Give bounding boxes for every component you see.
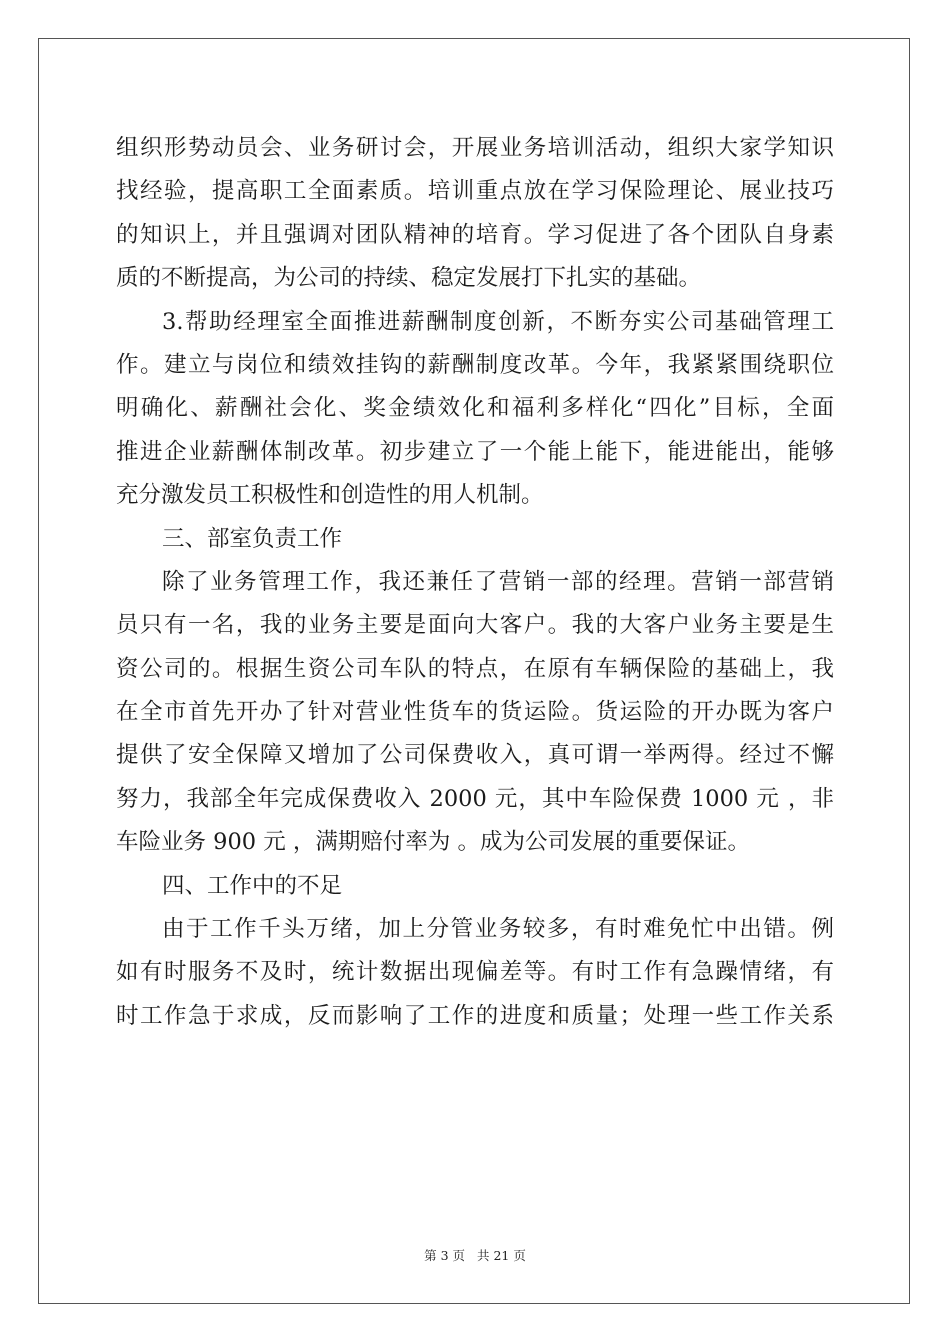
text-line-4: 质的不断提高，为公司的持续、稳定发展打下扎实的基础。 — [116, 265, 702, 292]
text-line-12: 员只有一名，我的业务主要是面向大客户。我的大客户业务主要是生 — [116, 612, 834, 639]
text-line-1: 组织形势动员会、业务研讨会，开展业务培训活动，组织大家学知识 — [116, 135, 834, 161]
text-line-14: 在全市首先开办了针对营业性货车的货运险。货运险的开办既为客户 — [116, 699, 834, 726]
text-line-3: 的知识上，并且强调对团队精神的培育。学习促进了各个团队自身素 — [116, 221, 834, 248]
page-footer: 第 3 页 共 21 页 — [424, 1248, 526, 1263]
text-line-6: 作。建立与岗位和绩效挂钩的薪酬制度改革。今年，我紧紧围绕职位 — [116, 351, 834, 378]
text-line-9: 充分激发员工积极性和创造性的用人机制。 — [116, 482, 544, 509]
text-line-11: 除了业务管理工作，我还兼任了营销一部的经理。营销一部营销 — [162, 568, 834, 595]
text-line-19: 由于工作千头万绪，加上分管业务较多，有时难免忙中出错。例 — [162, 916, 834, 943]
document-body — [116, 127, 834, 1038]
text-line-15: 提供了安全保障又增加了公司保费收入，真可谓一举两得。经过不懈 — [116, 742, 834, 769]
section-heading-4: 四、工作中的不足 — [162, 872, 343, 899]
text-line-5: 3.帮助经理室全面推进薪酬制度创新，不断夯实公司基础管理工 — [162, 308, 834, 335]
text-line-8: 推进企业薪酬体制改革。初步建立了一个能上能下，能进能出，能够 — [116, 438, 834, 465]
text-line-2: 找经验，提高职工全面素质。培训重点放在学习保险理论、展业技巧 — [116, 178, 834, 205]
text-line-13: 资公司的。根据生资公司车队的特点，在原有车辆保险的基础上，我 — [116, 655, 834, 682]
text-line-17: 车险业务 900 元 ，满期赔付率为 。成为公司发展的重要保证。 — [116, 829, 751, 856]
section-heading-3: 三、部室负责工作 — [162, 525, 343, 552]
text-line-7: 明确化、薪酬社会化、奖金绩效化和福利多样化“四化”目标，全面 — [116, 395, 834, 422]
text-line-21: 时工作急于求成，反而影响了工作的进度和质量；处理一些工作关系 — [116, 1002, 834, 1029]
text-line-20: 如有时服务不及时，统计数据出现偏差等。有时工作有急躁情绪，有 — [116, 959, 834, 986]
text-line-16: 努力，我部全年完成保费收入 2000 元，其中车险保费 1000 元 ，非 — [116, 785, 834, 812]
